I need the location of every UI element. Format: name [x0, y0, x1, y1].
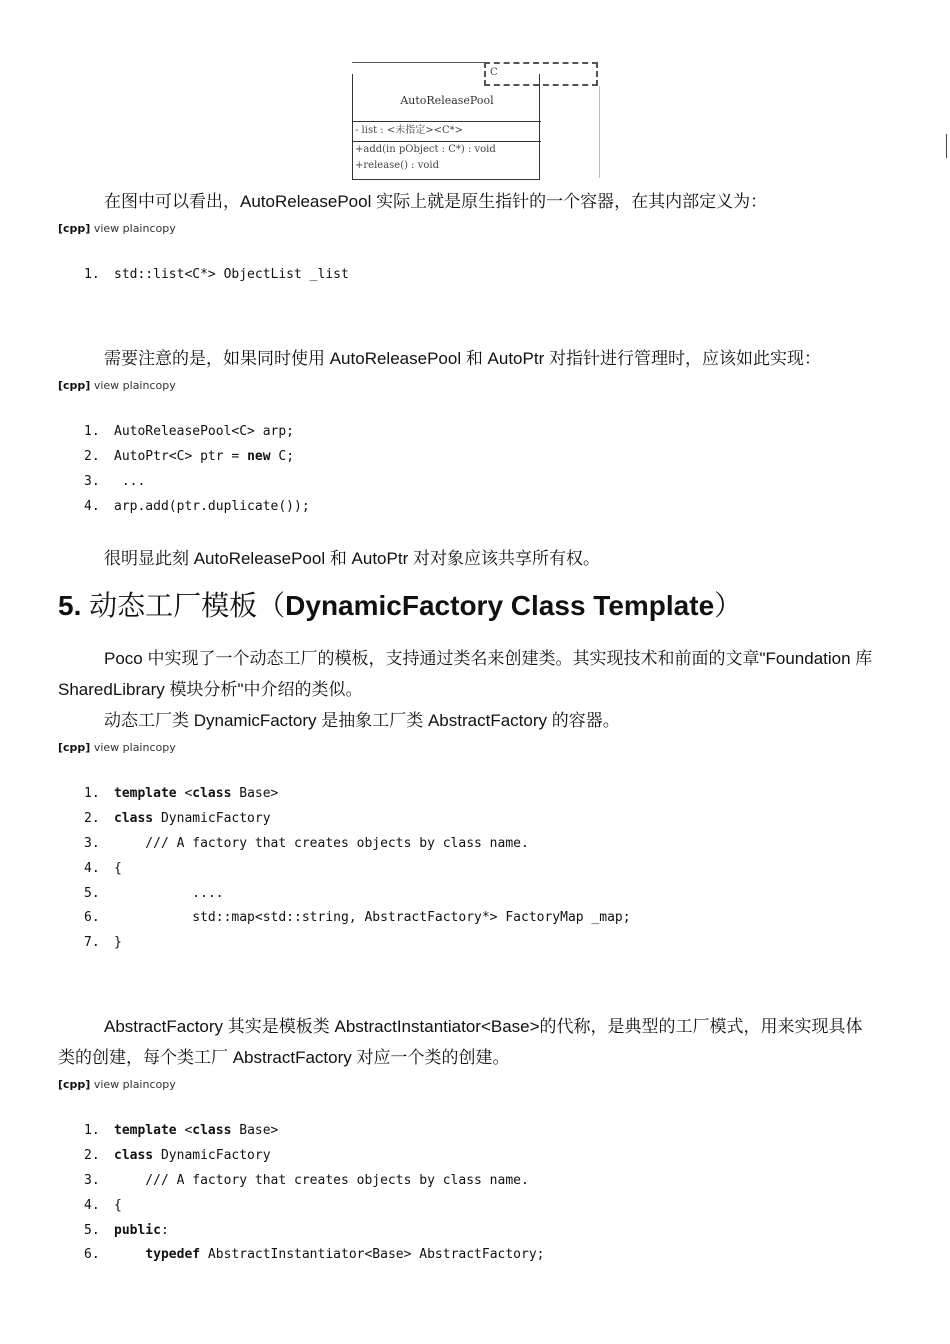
uml-class-name: AutoReleasePool [353, 74, 541, 122]
code-block-1 [84, 263, 349, 288]
code-line: 5. .... [84, 885, 224, 901]
uml-operations [353, 142, 543, 174]
paragraph-abstract-factory [58, 1011, 898, 1073]
view-plaincopy-link[interactable]: view plaincopy [93, 1078, 176, 1091]
code-line: 6. typedef AbstractInstantiator<Base> AbstractFactory; [84, 1247, 545, 1263]
cpp-tag: [cpp] [58, 741, 91, 754]
paragraph-text: 类的创建，每个类工厂 AbstractFactory 对应一个类的创建。 [58, 1048, 510, 1067]
code-line: 3. ... [84, 473, 146, 489]
code-block-label [58, 222, 176, 235]
paragraph-text: Poco 中实现了一个动态工厂的模板，支持通过类名来创建类。其实现技术和前面的文章"Foundation 库 [104, 649, 873, 668]
heading-number: 5. [58, 590, 82, 621]
uml-operation-release: +release() : void [355, 160, 440, 171]
uml-divider-line [599, 86, 600, 178]
paragraph-text: 动态工厂类 DynamicFactory 是抽象工厂类 AbstractFactory 的容器。 [104, 711, 620, 730]
paragraph-autoptr-usage [58, 343, 898, 374]
code-block-4 [84, 1119, 544, 1268]
code-line: 1. std::list<C*> ObjectList _list [84, 267, 349, 282]
paragraph-text: 很明显此刻 AutoReleasePool 和 AutoPtr 对对象应该共享所有权。 [104, 549, 600, 568]
paragraph-dynamic-factory-intro [58, 643, 898, 705]
code-line: 2. AutoPtr<C> ptr = new C; [84, 448, 295, 464]
heading-english: DynamicFactory Class Template [285, 590, 715, 621]
heading-chinese: 动态工厂模板（ [89, 590, 286, 621]
code-line: 5. public: [84, 1222, 169, 1238]
view-plaincopy-link[interactable]: view plaincopy [93, 741, 176, 754]
section-heading [58, 588, 742, 624]
page-edge-mark [946, 134, 947, 158]
paragraph-text: 需要注意的是，如果同时使用 AutoReleasePool 和 AutoPtr 对指针进行管理时，应该如此实现： [104, 349, 821, 368]
uml-class-diagram [352, 62, 602, 180]
code-block-label [58, 741, 176, 754]
code-block-label [58, 1078, 176, 1091]
uml-class-box [352, 74, 540, 180]
uml-operation-add: +add(in pObject : C*) : void [355, 144, 496, 155]
code-line: 7. } [84, 935, 122, 951]
code-line: 4. arp.add(ptr.duplicate()); [84, 498, 310, 514]
uml-template-parameter: C [484, 62, 598, 86]
uml-attribute: - list : <未指定><C*> [353, 122, 541, 142]
cpp-tag: [cpp] [58, 222, 91, 235]
view-plaincopy-link[interactable]: view plaincopy [93, 379, 176, 392]
code-line: 1. AutoReleasePool<C> arp; [84, 424, 295, 439]
cpp-tag: [cpp] [58, 1078, 91, 1091]
paragraph-shared-ownership [58, 543, 898, 574]
heading-close-paren: ） [714, 590, 743, 621]
code-line: 3. /// A factory that creates objects by class name. [84, 835, 529, 851]
code-block-label [58, 379, 176, 392]
code-line: 2. class DynamicFactory [84, 1147, 271, 1163]
paragraph-dynamic-factory-container [58, 705, 898, 736]
cpp-tag: [cpp] [58, 379, 91, 392]
view-plaincopy-link[interactable]: view plaincopy [93, 222, 176, 235]
code-line: 3. /// A factory that creates objects by class name. [84, 1172, 529, 1188]
code-block-2 [84, 420, 310, 520]
paragraph-text: 在图中可以看出，AutoReleasePool 实际上就是原生指针的一个容器，在其内部定义为： [104, 192, 768, 211]
code-line: 4. { [84, 860, 122, 876]
paragraph-autoreleasepool-container [58, 186, 898, 217]
code-block-3 [84, 782, 631, 956]
paragraph-text: SharedLibrary 模块分析"中介绍的类似。 [58, 680, 363, 699]
code-line: 6. std::map<std::string, AbstractFactory*> FactoryMap _map; [84, 910, 631, 926]
paragraph-text: AbstractFactory 其实是模板类 AbstractInstantiator<Base>的代称，是典型的工厂模式，用来实现具体 [104, 1017, 863, 1036]
uml-top-line [352, 62, 484, 63]
code-line: 1. template <class Base> [84, 786, 279, 801]
code-line: 1. template <class Base> [84, 1123, 279, 1138]
code-line: 4. { [84, 1197, 122, 1213]
code-line: 2. class DynamicFactory [84, 810, 271, 826]
